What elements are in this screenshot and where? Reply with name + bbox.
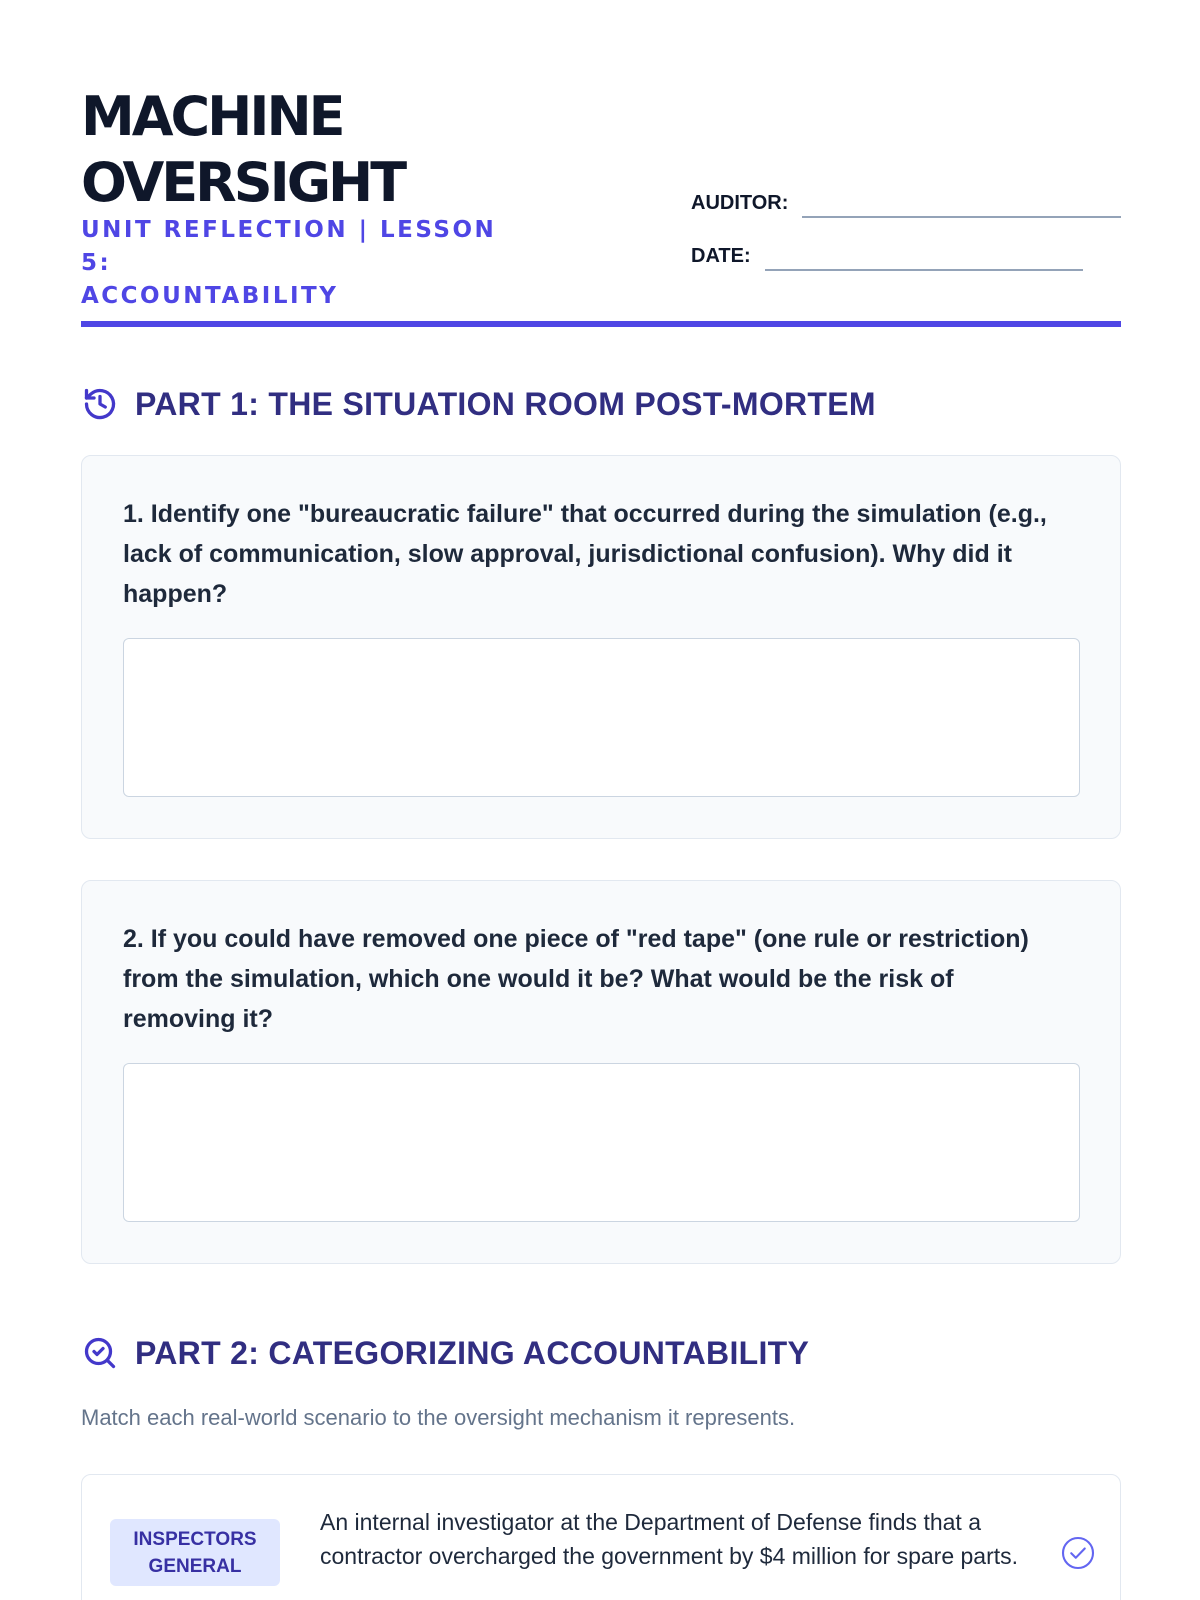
worksheet-header <box>81 0 1121 330</box>
date-field[interactable] <box>765 245 1083 271</box>
page-title <box>81 84 404 216</box>
mechanism-badge[interactable]: INSPECTORS GENERAL <box>110 1519 280 1586</box>
search-check-icon <box>81 1334 119 1372</box>
subtitle-line-1: UNIT REFLECTION | LESSON 5: <box>81 217 497 276</box>
date-row <box>691 245 1083 271</box>
check-circle-icon[interactable] <box>1060 1535 1096 1571</box>
question-1-text: 1. Identify one "bureaucratic failure" that occurred during the simulation (e.g., lack of communication, slow approval, jurisdictional confusion). Why did it happen? <box>123 500 1047 608</box>
part1-title: PART 1: THE SITUATION ROOM POST-MORTEM <box>135 385 876 422</box>
auditor-row <box>691 192 1121 218</box>
match-item <box>81 1474 1121 1600</box>
page-subtitle <box>81 214 521 313</box>
question-card-1 <box>81 455 1121 839</box>
auditor-field[interactable] <box>802 192 1121 218</box>
auditor-label: AUDITOR: <box>691 192 789 214</box>
date-label: DATE: <box>691 245 751 267</box>
answer-box-2[interactable] <box>123 1063 1080 1222</box>
part1-heading <box>81 385 876 423</box>
part2-instructions: Match each real-world scenario to the oversight mechanism it represents. <box>81 1405 796 1430</box>
history-icon <box>81 385 119 423</box>
part2-title: PART 2: CATEGORIZING ACCOUNTABILITY <box>135 1334 810 1371</box>
title-line-2: OVERSIGHT <box>81 151 405 214</box>
subtitle-line-2: ACCOUNTABILITY <box>81 283 339 309</box>
scenario-text: An internal investigator at the Department of Defense finds that a contractor overcharged the government by $4 million for spare parts. <box>320 1509 1019 1569</box>
worksheet-page <box>81 0 1121 1577</box>
part2-heading <box>81 1334 809 1372</box>
question-2-text: 2. If you could have removed one piece of "red tape" (one rule or restriction) from the simulation, which one would it be? What would be the risk of removing it? <box>123 925 1029 1033</box>
question-card-2 <box>81 880 1121 1264</box>
answer-box-1[interactable] <box>123 638 1080 797</box>
title-line-1: MACHINE <box>81 85 343 148</box>
header-divider <box>81 321 1121 327</box>
